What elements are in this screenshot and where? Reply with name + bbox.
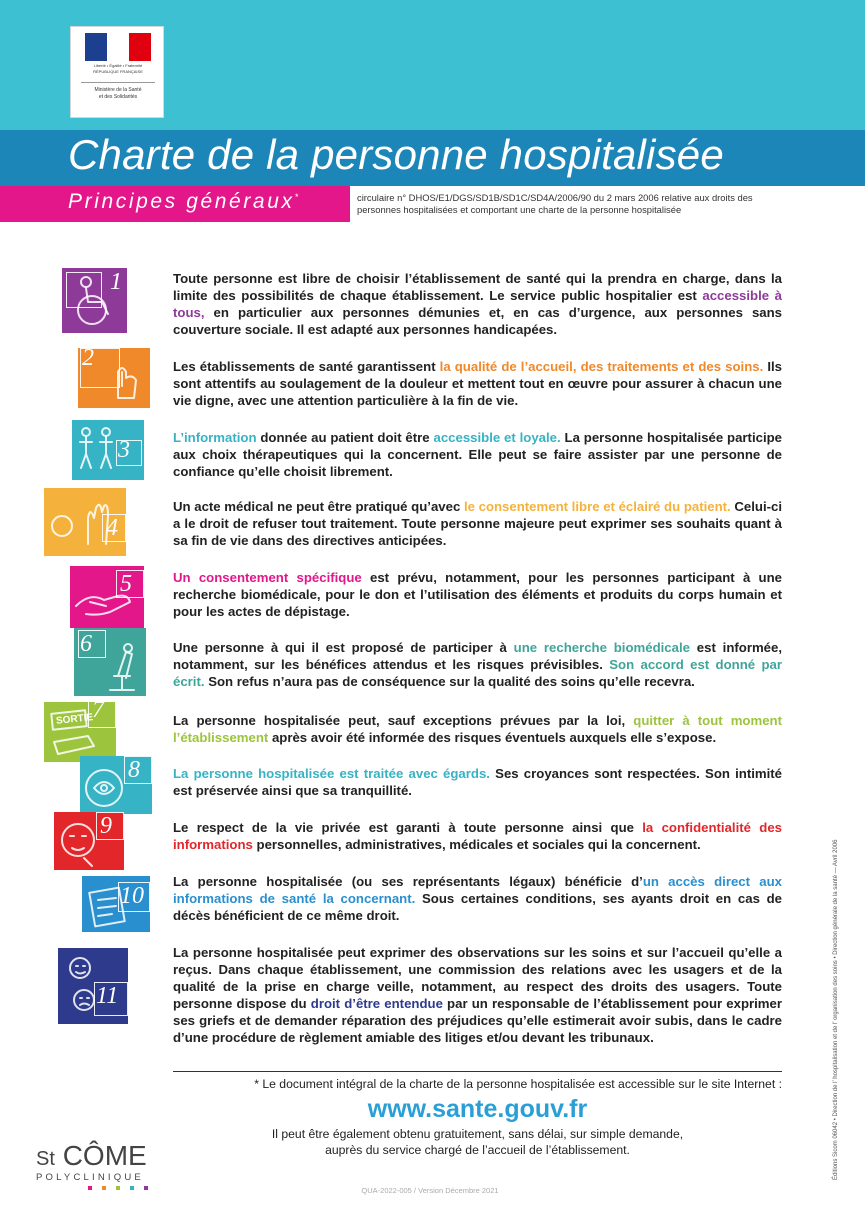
principle-9-text [173, 819, 782, 853]
body-text: en particulier aux personnes démunies et, en cas d’urgence, aux personnes sans couverture sociale. Il est adapté aux personnes handicapées. [173, 305, 782, 337]
body-text: La personne hospitalisée peut exprimer des observations sur les soins et sur l’accueil qu’elle a reçus. Dans chaque établissement, une commission des relations avec les usagers et de la qualité de la prise en charge veille, notamment, au respect des droits des usagers. Toute personne dispose du [173, 945, 782, 1011]
body-text: Son refus n’aura pas de conséquence sur la qualité des soins qu’elle recevra. [204, 674, 695, 689]
principle-6-text [173, 639, 782, 690]
principle-9-pictogram [54, 812, 124, 870]
highlight-text: Un consentement spécifique [173, 570, 362, 585]
body-text: donnée au patient doit être [256, 430, 434, 445]
principle-7-pictogram [44, 702, 116, 762]
principle-11-pictogram [58, 948, 128, 1024]
pictogram-frame [66, 272, 102, 308]
st-come-name: CÔME [62, 1140, 147, 1171]
highlight-text: accessible à tous, [173, 288, 782, 320]
body-text: est informée, notamment, sur les bénéfices attendus et les risques prévisibles. [173, 640, 783, 672]
footer-note: * Le document intégral de la charte de la personne hospitalisée est accessible sur le site Internet : [254, 1077, 782, 1091]
body-text: après avoir été informée des risques éventuels auxquels elle s’expose. [268, 730, 717, 745]
body-text: Les établissements de santé garantissent [173, 359, 440, 374]
principle-4-text [173, 498, 782, 549]
principle-1-pictogram [62, 268, 127, 333]
principle-number: 11 [96, 983, 119, 1009]
principle-number: 4 [106, 515, 118, 541]
body-text: Celui-ci a le droit de refuser tout traitement. Toute personne majeure peut exprimer ses souhaits quant à sa fin de vie dans des directives anticipées. [173, 499, 783, 548]
footer-divider [173, 1071, 782, 1072]
logo-dot [116, 1186, 120, 1190]
highlight-text: un accès direct aux informations de santé la concernant. [173, 874, 782, 906]
principle-number: 6 [80, 631, 92, 657]
body-text: Ses croyances sont respectées. Son intimité est préservée ainsi que sa tranquillité. [173, 766, 782, 798]
logo-dot [144, 1186, 148, 1190]
principle-2-pictogram [78, 348, 150, 408]
st-come-logo [36, 1140, 186, 1190]
website-link[interactable]: www.sante.gouv.fr [367, 1095, 588, 1123]
principle-number: 5 [120, 571, 132, 597]
principle-4-pictogram [44, 488, 126, 556]
body-text: personnelles, administratives, médicales et sociales qui la concernent. [252, 837, 701, 852]
principle-number: 9 [100, 813, 112, 839]
st-come-st: St [36, 1148, 55, 1170]
marianne-flag-icon [85, 33, 151, 61]
body-text: Une personne à qui il est proposé de participer à [173, 640, 514, 655]
body-text: La personne hospitalisée participe aux choix thérapeutiques qui la concernent. Elle peut se faire assister par une personne de confiance qu’elle choisit librement. [173, 430, 783, 479]
ministry-logo [70, 26, 164, 118]
principle-8-pictogram [80, 756, 152, 814]
body-text: Toute personne est libre de choisir l’établissement de santé qui la prendra en charge, dans la limite des possibilités de chaque établissement. Le service public hospitalier est [173, 271, 782, 303]
highlight-text: droit d’être entendue [310, 996, 443, 1011]
principle-number: 3 [118, 437, 130, 463]
exit-sign-label: SORTIE [55, 712, 94, 727]
ministry-line-1: Ministère de la Santé [94, 87, 142, 93]
body-text: La personne hospitalisée peut, sauf exceptions prévues par la loi, [173, 713, 634, 728]
highlight-text: le consentement libre et éclairé du patient. [463, 499, 731, 514]
body-text: Ils sont attentifs au soulagement de la douleur et mettent tout en œuvre pour assurer à chacun une vie digne, avec une attention particulière à la fin de vie. [173, 359, 783, 408]
principle-number: 2 [82, 348, 94, 371]
circular-reference: circulaire n° DHOS/E1/DGS/SD1B/SD1C/SD4A/2006/90 du 2 mars 2006 relative aux droits des personnes hospitalisées et comportant une charte de la personne hospitalisée [357, 192, 753, 215]
republic-line-2: RÉPUBLIQUE FRANÇAISE [93, 69, 143, 74]
st-come-subtitle: POLYCLINIQUE [36, 1172, 144, 1183]
highlight-text: quitter à tout moment l’établissement [173, 713, 782, 745]
highlight-text: une recherche biomédicale [513, 640, 690, 655]
principle-3-pictogram [72, 420, 144, 480]
st-come-wordmark [36, 1140, 147, 1172]
logo-dot [88, 1186, 92, 1190]
body-text: Un acte médical ne peut être pratiqué qu’avec [173, 499, 464, 514]
principle-11-text [173, 944, 782, 1046]
subtitle-footnote-mark: * [294, 192, 299, 202]
republic-line-1: Liberté • Égalité • Fraternité [93, 63, 143, 68]
highlight-text: L’information [173, 430, 257, 445]
highlight-text: la qualité de l’accueil, des traitements et des soins. [439, 359, 764, 374]
side-credit: Éditions Sicom 06042 • Direction de l’ hospitalisation et de l’ organisation des soins • Direction générale de la santé — Avril 2006 [833, 839, 839, 1180]
footer-line-2: auprès du service chargé de l’accueil de l’établissement. [325, 1143, 630, 1157]
highlight-text: la confidentialité des informations [173, 820, 782, 852]
principle-3-text [173, 429, 782, 480]
highlight-text: accessible et loyale. [433, 430, 561, 445]
logo-divider [81, 82, 155, 83]
body-text: par un responsable de l’établissement pour exprimer ses griefs et de demander réparation des préjudices qu’elle estimerait avoir subis, dans le cadre d’une procédure de règlement amiable des litiges et/ou devant les tribunaux. [173, 996, 782, 1045]
logo-dot [102, 1186, 106, 1190]
principle-1-text [173, 270, 782, 338]
highlight-text: Son accord est donné par écrit. [173, 657, 782, 689]
body-text: La personne hospitalisée (ou ses représentants légaux) bénéficie d’ [173, 874, 643, 889]
page-title: Charte de la personne hospitalisée [68, 131, 724, 178]
body-text: est prévu, notamment, pour les personnes participant à une recherche biomédicale, pour le don et l’utilisation des éléments et produits du corps humain et pour les actes de dépistage. [173, 570, 782, 619]
principle-number: 1 [110, 269, 122, 295]
version-label: QUA-2022-005 / Version Décembre 2021 [361, 1186, 499, 1195]
principle-number: 10 [120, 883, 144, 909]
principle-10-text [173, 873, 782, 924]
body-text: Sous certaines conditions, ses ayants droit en cas de décès bénéficient de ce même droit. [173, 891, 782, 923]
principle-5-text [173, 569, 782, 620]
body-text: Le respect de la vie privée est garanti à toute personne ainsi que [173, 820, 643, 835]
ministry-name [75, 87, 161, 101]
subtitle-text: Principes généraux [68, 190, 295, 213]
principle-number: 7 [92, 702, 104, 723]
principle-2-text [173, 358, 782, 409]
footer-line-1: Il peut être également obtenu gratuitement, sans délai, sur simple demande, [271, 1127, 684, 1141]
ministry-line-2: et des Solidarités [98, 94, 138, 100]
principle-6-pictogram [74, 628, 146, 696]
principle-5-pictogram [70, 566, 144, 628]
logo-dot [130, 1186, 134, 1190]
principle-7-text [173, 712, 782, 746]
republic-motto [75, 63, 161, 75]
principle-8-text [173, 765, 782, 799]
page-subtitle [68, 190, 298, 214]
principle-10-pictogram [82, 876, 150, 932]
highlight-text: La personne hospitalisée est traitée avec égards. [173, 766, 490, 781]
st-come-dots [88, 1186, 148, 1190]
principle-number: 8 [128, 757, 140, 783]
